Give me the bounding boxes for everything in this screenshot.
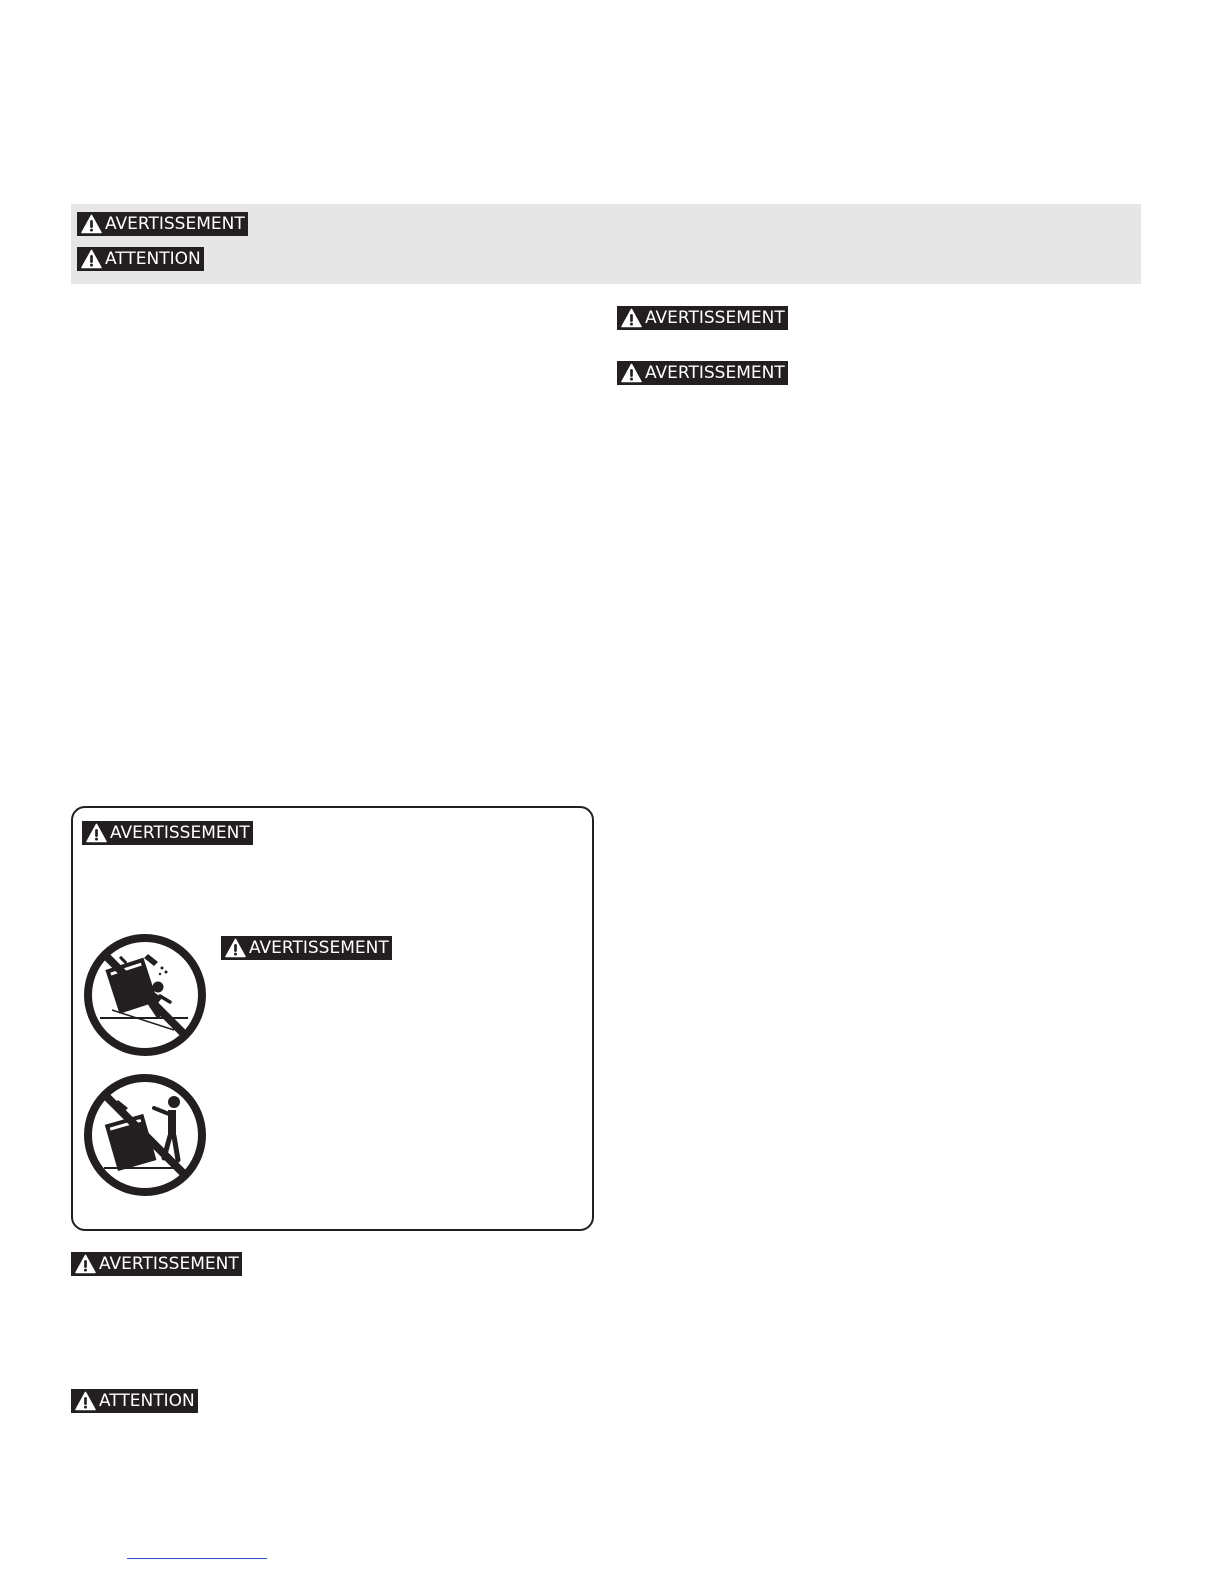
warning-triangle-icon — [621, 308, 642, 328]
signal-label-warning — [617, 361, 788, 385]
signal-label-warning — [71, 1252, 242, 1276]
signal-label-warning — [617, 306, 788, 330]
warning-triangle-icon — [225, 938, 246, 958]
signal-label-text: AVERTISSEMENT — [249, 938, 389, 958]
signal-label-warning — [221, 936, 392, 960]
signal-label-text: ATTENTION — [105, 249, 201, 269]
signal-label-warning — [77, 212, 248, 236]
no-tip-over-pulling-person-icon — [82, 1072, 208, 1198]
link-underline[interactable] — [127, 1558, 267, 1559]
signal-label-text: AVERTISSEMENT — [99, 1254, 239, 1274]
signal-label-caution — [77, 247, 204, 271]
warning-triangle-icon — [86, 823, 107, 843]
signal-label-text: ATTENTION — [99, 1391, 195, 1411]
signal-label-text: AVERTISSEMENT — [110, 823, 250, 843]
warning-triangle-icon — [75, 1254, 96, 1274]
warning-triangle-icon — [75, 1391, 96, 1411]
signal-label-warning — [82, 821, 253, 845]
warning-triangle-icon — [81, 214, 102, 234]
signal-label-caution — [71, 1389, 198, 1413]
no-tip-over-climbing-child-icon — [82, 932, 208, 1058]
signal-label-text: AVERTISSEMENT — [645, 363, 785, 383]
warning-triangle-icon — [81, 249, 102, 269]
signal-label-text: AVERTISSEMENT — [645, 308, 785, 328]
warning-triangle-icon — [621, 363, 642, 383]
signal-label-text: AVERTISSEMENT — [105, 214, 245, 234]
